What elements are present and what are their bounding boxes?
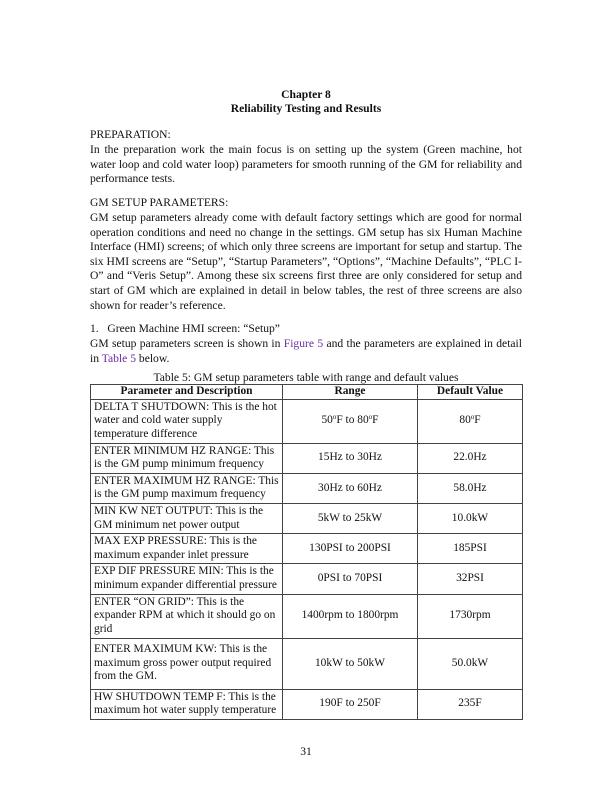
- row-range: 190F to 250F: [283, 689, 418, 719]
- section-1-text-end: below.: [136, 351, 170, 365]
- row-description: ENTER “ON GRID”: This is the expander RPM at which it should go on grid: [91, 594, 283, 638]
- page-number: 31: [300, 745, 312, 758]
- row-default: 22.0Hz: [418, 443, 523, 473]
- header-parameter: Parameter and Description: [91, 385, 283, 400]
- degree-symbol: o: [470, 413, 475, 422]
- figure-5-link[interactable]: Figure 5: [283, 337, 324, 350]
- row-description: ENTER MINIMUM HZ RANGE: This is the GM pump minimum frequency: [91, 443, 283, 473]
- table-5-link[interactable]: Table 5: [101, 351, 136, 365]
- table-header-row: [91, 385, 523, 400]
- table-row: [91, 503, 523, 533]
- row-range: 1400rpm to 1800rpm: [283, 594, 418, 638]
- section-1-paragraph: [90, 337, 522, 366]
- preparation-paragraph: In the preparation work the main focus is on setting up the system (Green machine, hot water loop and cold water loop) parameters for smooth running of the GM for reliability and performance tests.: [90, 143, 522, 186]
- row-description: HW SHUTDOWN TEMP F: This is the maximum hot water supply temperature: [91, 689, 283, 719]
- row-description: DELTA T SHUTDOWN: This is the hot water and cold water supply temperature difference: [91, 399, 283, 443]
- row-description: ENTER MAXIMUM HZ RANGE: This is the GM pump maximum frequency: [91, 473, 283, 503]
- row-description: ENTER MAXIMUM KW: This is the maximum gross power output required from the GM.: [91, 638, 283, 689]
- header-default: Default Value: [418, 385, 523, 400]
- row-description: MAX EXP PRESSURE: This is the maximum expander inlet pressure: [91, 534, 283, 564]
- row-range: 15Hz to 30Hz: [283, 443, 418, 473]
- preparation-heading: PREPARATION:: [90, 128, 171, 141]
- chapter-title: Reliability Testing and Results: [230, 102, 382, 115]
- table-row: [91, 399, 523, 443]
- row-range: 130PSI to 200PSI: [283, 534, 418, 564]
- row-default: 235F: [418, 689, 523, 719]
- row-default: 10.0kW: [418, 503, 523, 533]
- parameters-table: [90, 384, 523, 720]
- section-1-text-start: GM setup parameters screen is shown in: [90, 337, 284, 350]
- gm-setup-heading: GM SETUP PARAMETERS:: [90, 196, 229, 209]
- row-range: 0PSI to 70PSI: [283, 564, 418, 594]
- degree-symbol: o: [368, 413, 373, 422]
- row-default: 80$^o$F: [418, 399, 523, 443]
- row-range: 50$^o$F to 80$^o$F: [283, 399, 418, 443]
- table-row: [91, 473, 523, 503]
- row-default: 32PSI: [418, 564, 523, 594]
- table-row: [91, 534, 523, 564]
- chapter-number: Chapter 8: [281, 88, 331, 101]
- header-range: Range: [283, 385, 418, 400]
- row-description: EXP DIF PRESSURE MIN: This is the minimum expander differential pressure: [91, 564, 283, 594]
- table-row: [91, 443, 523, 473]
- row-range: 30Hz to 60Hz: [283, 473, 418, 503]
- degree-symbol: o: [332, 413, 337, 422]
- table-caption: Table 5: GM setup parameters table with range and default values: [153, 371, 459, 384]
- table-row: [91, 564, 523, 594]
- row-default: 50.0kW: [418, 638, 523, 689]
- row-default: 1730rpm: [418, 594, 523, 638]
- table-row: [91, 689, 523, 719]
- row-default: 58.0Hz: [418, 473, 523, 503]
- row-range: 5kW to 25kW: [283, 503, 418, 533]
- table-row: [91, 594, 523, 638]
- section-1-text-middle: and the parameters are explained in detail in: [90, 337, 522, 365]
- row-range: 10kW to 50kW: [283, 638, 418, 689]
- row-default: 185PSI: [418, 534, 523, 564]
- section-1-item: 1. Green Machine HMI screen: “Setup”: [90, 322, 280, 335]
- table-row: [91, 638, 523, 689]
- row-description: MIN KW NET OUTPUT: This is the GM minimum net power output: [91, 503, 283, 533]
- gm-setup-paragraph: GM setup parameters already come with default factory settings which are good for normal operation conditions and need no change in the settings. GM setup has six Human Machine Interface (HMI) screens; of which only three screens are important for setup and startup. The six HMI screens are “Setup”, “Startup Parameters”, “Options”, “Machine Defaults”, “PLC I-O” and “Veris Setup”. Among these six screens first three are only considered for setup and start of GM which are explained in detail in below tables, the rest of three screens are also shown for reader’s reference.: [90, 211, 522, 312]
